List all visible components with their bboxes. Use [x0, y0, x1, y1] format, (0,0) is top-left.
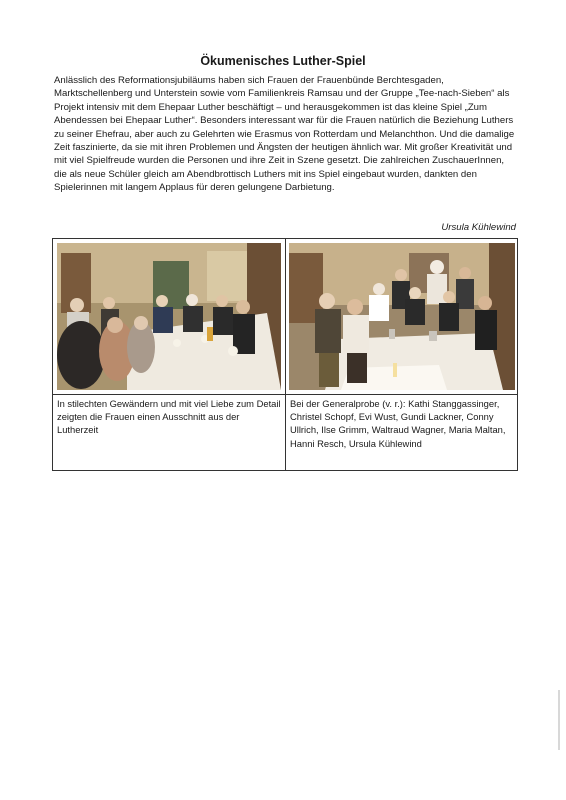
photo-table	[52, 238, 518, 471]
caption-left: In stilechten Gewändern und mit viel Liebe zum Detail zeigten die Frauen einen Ausschnitt aus der Lutherzeit	[57, 398, 281, 436]
photo-cast-group-image	[289, 243, 515, 390]
table-divider-horizontal	[53, 394, 517, 395]
article-title: Ökumenisches Luther-Spiel	[200, 54, 366, 68]
photo-cast-group	[289, 243, 515, 390]
scan-edge-mark	[558, 690, 560, 750]
article-author: Ursula Kühlewind	[441, 222, 516, 233]
photo-dinner-scene	[57, 243, 281, 390]
photo-dinner-scene-image	[57, 243, 281, 390]
article-body: Anlässlich des Reformationsjubiläums haben sich Frauen der Frauenbünde Berchtesgaden, Marktschellenberg und Unterstein sowie vom Familienkreis Ramsau und der Gruppe „Tee-nach-Sieben“ als Projekt intensiv mit dem Ehepaar Luther beschäftigt – und herausgekommen ist das kleine Spiel „Zum Abendessen bei Ehepaar Luther“. Besonders interessant war für die Frauen natürlich die Beziehung Luthers zu seiner Ehefrau, aber auch zu Gelehrten wie Erasmus von Rotterdam und Melanchthon. Und die damalige Zeit faszinierte, da sie mit ihren Problemen und Ängsten der heutigen ähnlich war. Mit großer Kreativität und mit viel Spielfreude wurden die Personen und ihre Zeit in Szene gesetzt. Die zahlreichen ZuschauerInnen, die als neue Schüler gleich am Abendbrottisch Luthers mit ins Spiel eingebaut wurden, dankten den Spielerinnen mit langem Applaus für deren gelungene Darbietung.	[54, 75, 515, 194]
caption-right: Bei der Generalprobe (v. r.): Kathi Stanggassinger, Christel Schopf, Evi Wust, Gundi Lackner, Conny Ullrich, Ilse Grimm, Waltraud Wagner, Maria Maltan, Hanni Resch, Ursula Kühlewind	[290, 398, 506, 449]
table-divider-vertical	[285, 239, 286, 470]
